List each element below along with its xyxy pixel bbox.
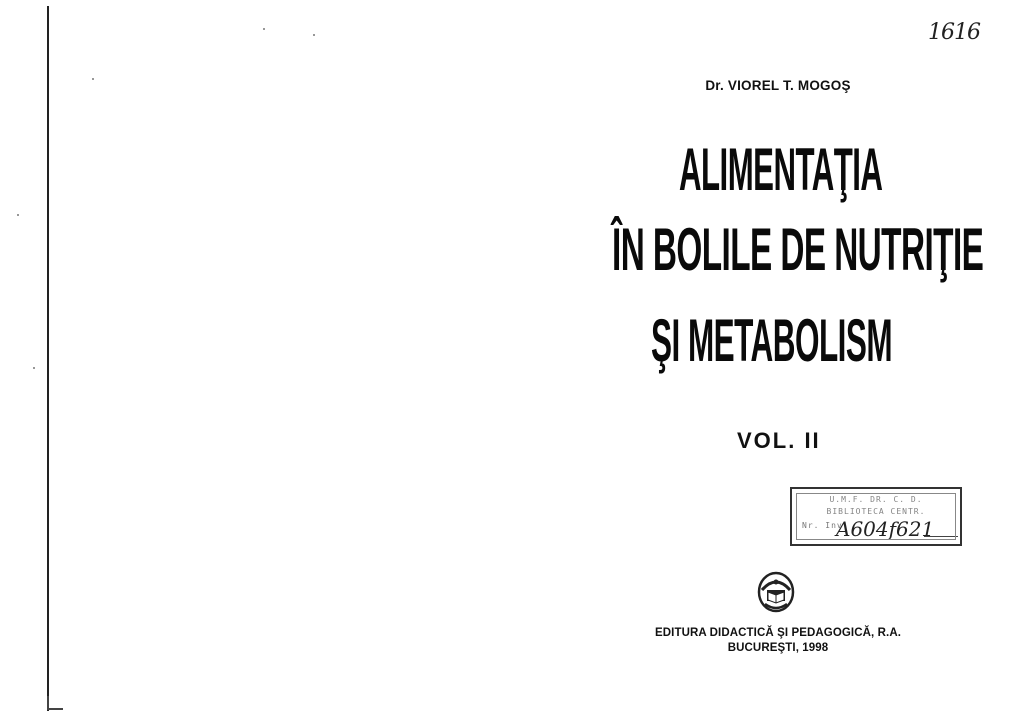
publication-city-year: BUCUREŞTI, 1998 xyxy=(727,642,829,654)
binding-edge-line xyxy=(47,6,49,711)
volume-label: VOL. II xyxy=(737,428,821,453)
stamp-line-1: U.M.F. DR. C. D. xyxy=(829,495,923,504)
scan-speck xyxy=(313,34,315,36)
scan-speck xyxy=(263,28,265,30)
stamp-line-3: Nr. Inv. xyxy=(802,521,849,530)
title-line-3: ŞI METABOLISM xyxy=(651,307,893,374)
stamp-line-2: BIBLIOTECA CENTR. xyxy=(826,507,926,516)
stamp-handwritten-number: A604f621 xyxy=(836,517,935,541)
author-name: Dr. VIOREL T. MOGOŞ xyxy=(705,78,851,93)
library-stamp xyxy=(790,487,962,546)
binding-corner xyxy=(47,696,63,710)
scan-speck xyxy=(17,214,19,216)
scan-speck xyxy=(33,367,35,369)
publisher-name: EDITURA DIDACTICĂ ŞI PEDAGOGICĂ, R.A. xyxy=(654,627,902,639)
title-line-1: ALIMENTAŢIA xyxy=(679,136,883,203)
stamp-dash xyxy=(924,536,958,537)
publisher-emblem-icon xyxy=(756,570,796,614)
scan-speck xyxy=(92,78,94,80)
title-line-2: ÎN BOLILE DE NUTRIŢIE xyxy=(612,216,984,283)
handwritten-page-mark: 1616 xyxy=(928,20,980,45)
